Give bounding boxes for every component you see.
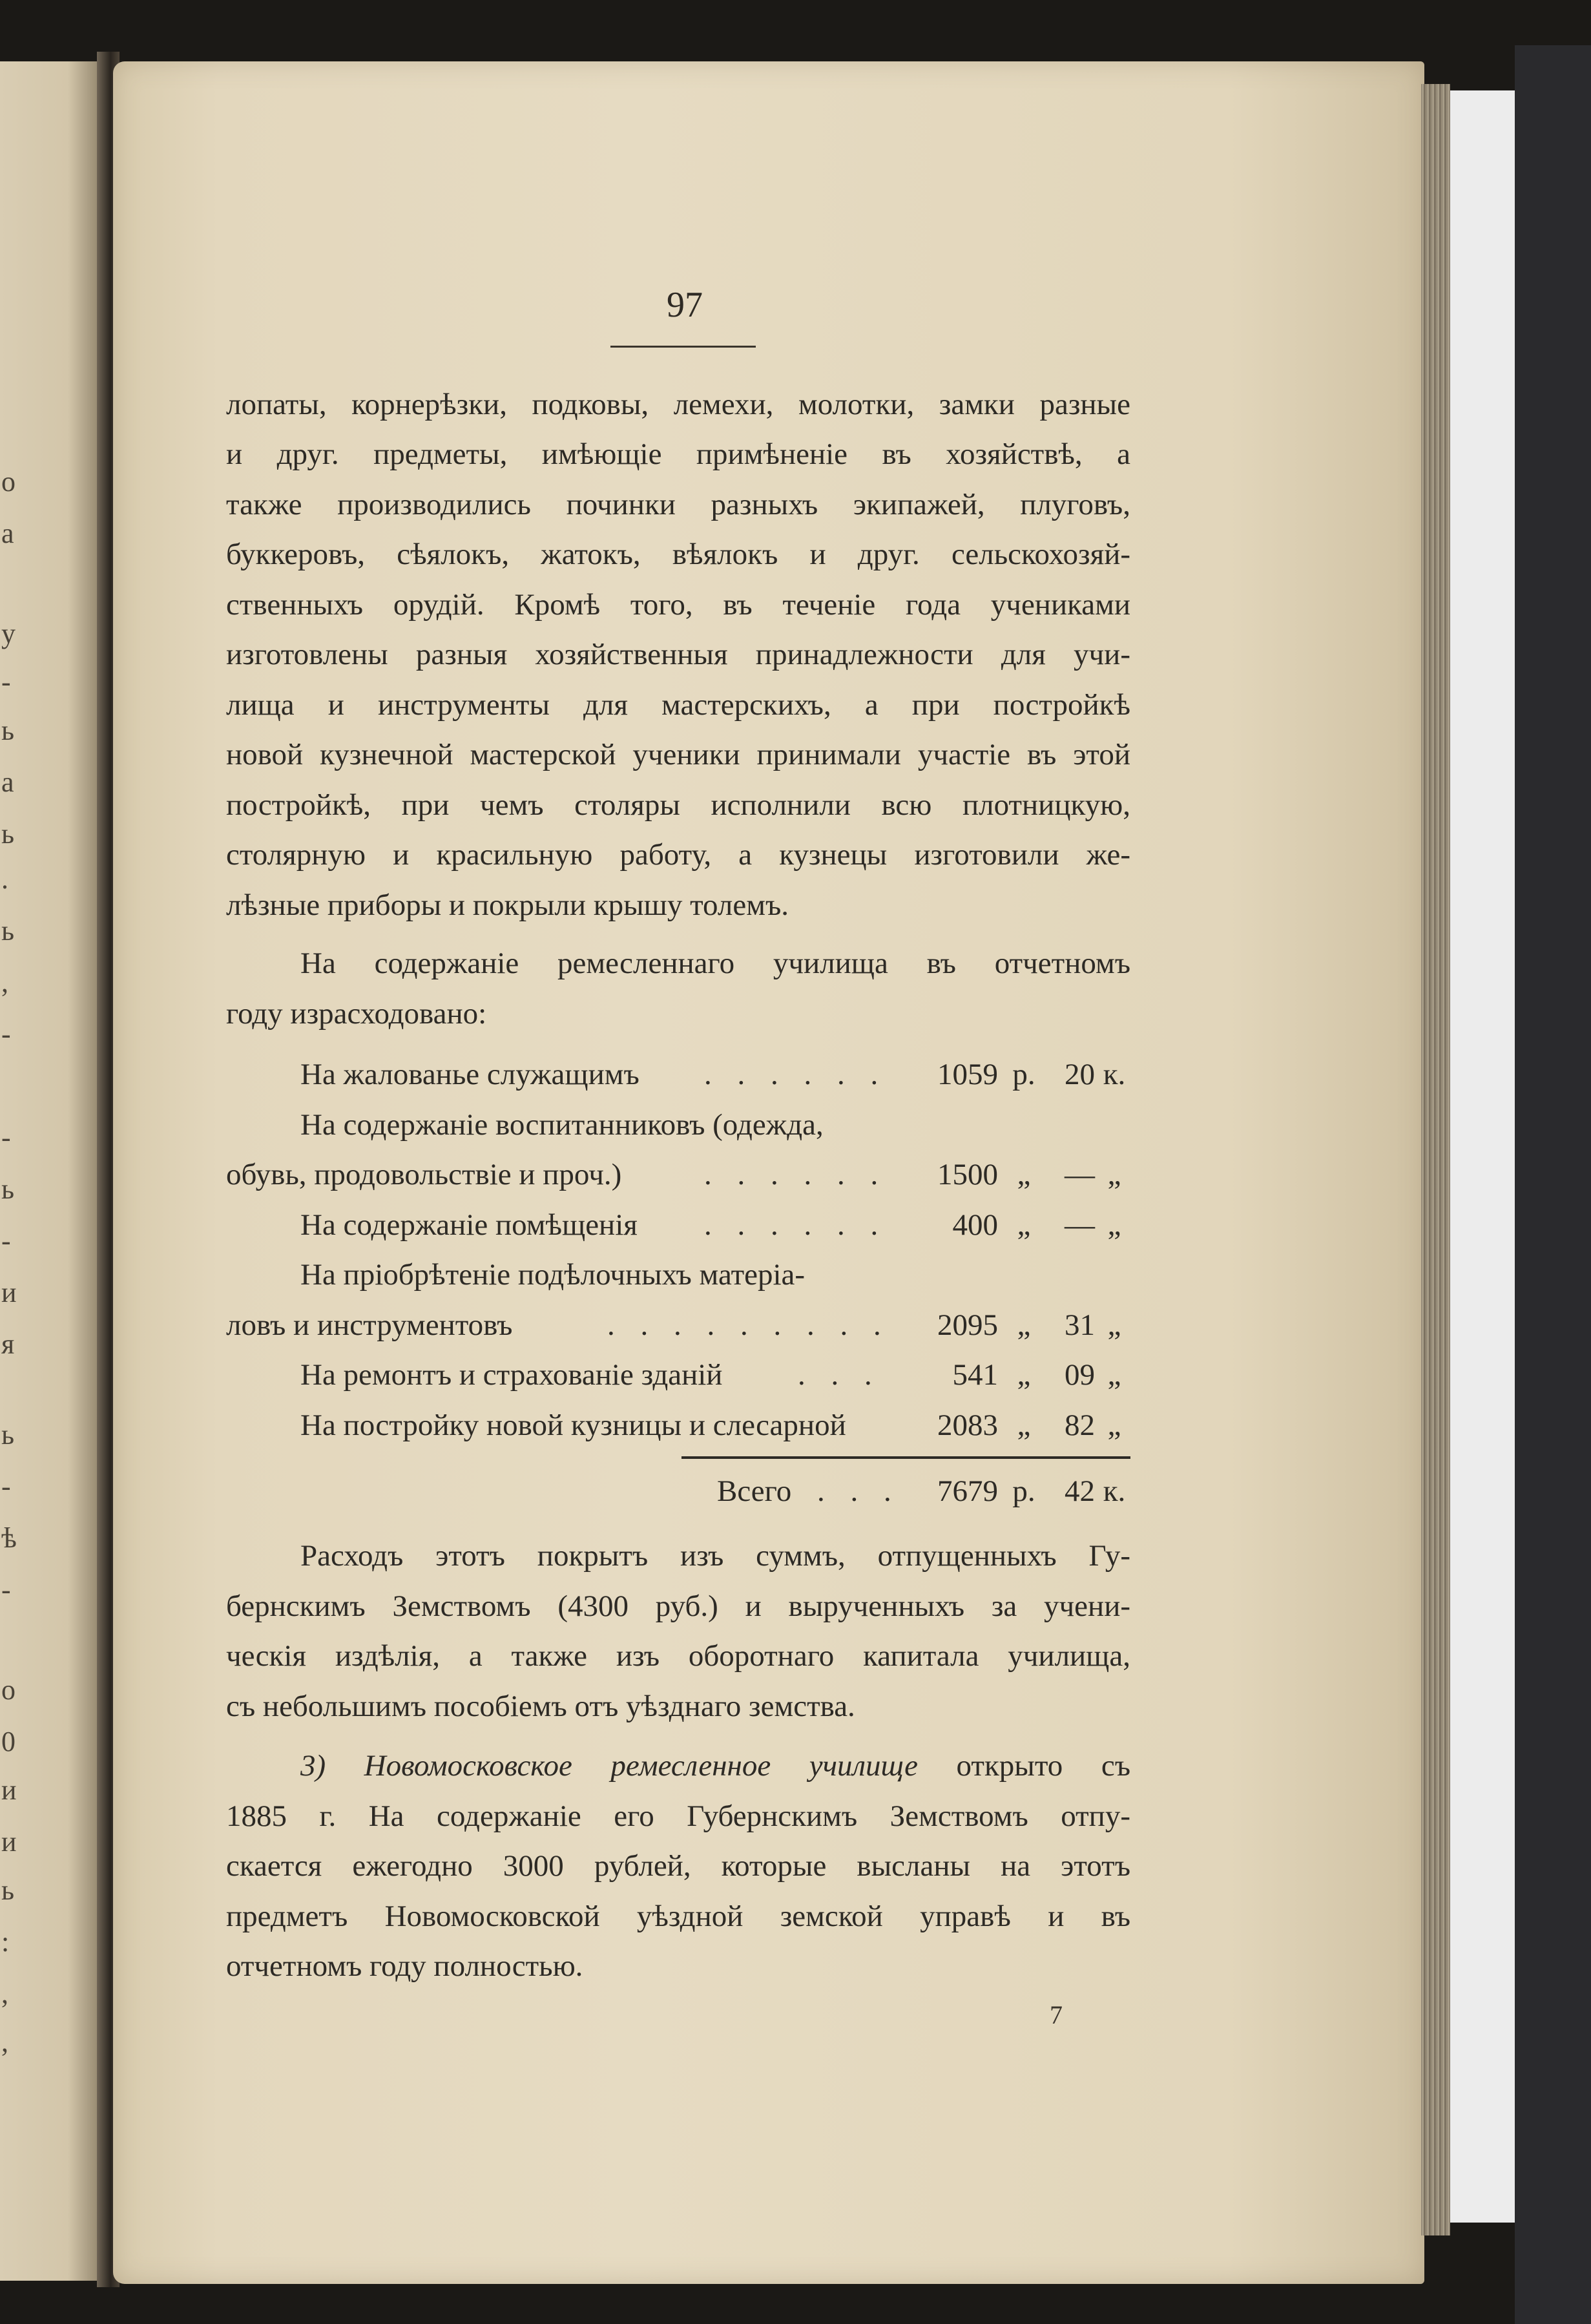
left-margin-char: я xyxy=(1,1328,15,1360)
expense-label: На содержаніе воспитанниковъ (одежда, xyxy=(300,1108,824,1142)
expense-kop: — xyxy=(1065,1208,1095,1242)
expense-unit: „ xyxy=(1017,1358,1031,1392)
left-margin-characters xyxy=(0,61,39,2281)
text-line: бернскимъ Земствомъ (4300 руб.) и вырученныхъ за учени- xyxy=(226,1589,1130,1623)
expense-dots: . . . . . . . . . xyxy=(607,1308,890,1342)
section-heading-line xyxy=(300,1751,1130,1781)
left-margin-char: , xyxy=(1,2026,8,2058)
left-margin-char: . xyxy=(1,863,8,895)
total-dots: . . . xyxy=(817,1474,900,1508)
left-margin-char: ь xyxy=(1,915,15,947)
text-line: изготовлены разныя хозяйственныя принадлежности для учи- xyxy=(226,638,1130,671)
text-line: скается ежегодно 3000 рублей, которые высланы на этотъ xyxy=(226,1849,1130,1883)
expense-unit: р. xyxy=(1012,1058,1035,1091)
left-margin-char: - xyxy=(1,1225,11,1257)
left-page-edge xyxy=(0,61,97,2281)
expense-kop: 82 xyxy=(1065,1408,1095,1442)
expense-label: На постройку новой кузницы и слесарной xyxy=(300,1408,846,1442)
signature-mark: 7 xyxy=(1050,2000,1063,2029)
expense-kop-unit: „ xyxy=(1107,1308,1121,1342)
page-stack-edges xyxy=(1421,84,1450,2235)
text-line: На содержаніе ремесленнаго училища въ отчетномъ xyxy=(300,947,1130,980)
expense-kop-unit: „ xyxy=(1107,1358,1121,1392)
left-margin-char: , xyxy=(1,1978,8,2009)
expense-amount: 1500 xyxy=(937,1158,998,1191)
expense-kop: 09 xyxy=(1065,1358,1095,1392)
text-line: ственныхъ орудій. Кромѣ того, въ теченіе года учениками xyxy=(226,588,1130,622)
expense-dots: . . . . . . xyxy=(704,1158,888,1191)
total-kop: 42 xyxy=(1065,1474,1095,1508)
left-margin-char: - xyxy=(1,1018,11,1050)
left-margin-char: , xyxy=(1,967,8,998)
text-line: отчетномъ году полностью. xyxy=(226,1949,583,1983)
left-margin-char: ь xyxy=(1,1874,15,1906)
text-line: буккеровъ, сѣялокъ, жатокъ, вѣялокъ и друг. сельскохозяй- xyxy=(226,538,1130,571)
left-margin-char: ѣ xyxy=(1,1522,17,1554)
left-margin-char: ь xyxy=(1,818,15,850)
text-line: также производились починки разныхъ экипажей, плуговъ, xyxy=(226,488,1130,521)
left-margin-char: и xyxy=(1,1826,17,1858)
expense-kop-unit: „ xyxy=(1107,1408,1121,1442)
total-unit: р. xyxy=(1012,1474,1035,1508)
expense-amount: 2083 xyxy=(937,1408,998,1442)
left-margin-char: - xyxy=(1,1122,11,1153)
left-margin-char: - xyxy=(1,1574,11,1606)
book-cover xyxy=(1515,45,1591,2324)
left-margin-char: ь xyxy=(1,715,15,746)
expense-amount: 541 xyxy=(952,1358,998,1392)
page-number-rule xyxy=(610,346,756,348)
expense-kop: 20 xyxy=(1065,1058,1095,1091)
expense-kop-unit: „ xyxy=(1107,1158,1121,1191)
text-line: лѣзные приборы и покрыли крышу толемъ. xyxy=(226,888,789,922)
expense-label: На пріобрѣтеніе подѣлочныхъ матеріа- xyxy=(300,1258,806,1292)
text-line: предметъ Новомосковской уѣздной земской управѣ и въ xyxy=(226,1900,1130,1933)
text-line: году израсходовано: xyxy=(226,997,487,1031)
expense-amount: 1059 xyxy=(937,1058,998,1091)
section-heading-rest: открыто съ xyxy=(956,1749,1130,1783)
expense-kop: — xyxy=(1065,1158,1095,1191)
text-line: и друг. предметы, имѣющіе примѣненіе въ хозяйствѣ, а xyxy=(226,437,1130,471)
expense-amount: 400 xyxy=(952,1208,998,1242)
text-line: ческія издѣлія, а также изъ оборотнаго капитала училища, xyxy=(226,1639,1130,1673)
expense-kop-unit: к. xyxy=(1103,1058,1126,1091)
cover-board xyxy=(1450,90,1515,2223)
text-line: 1885 г. На содержаніе его Губернскимъ Земствомъ отпу- xyxy=(226,1799,1130,1833)
left-margin-char: - xyxy=(1,1471,11,1502)
expense-label: обувь, продовольствіе и проч.) xyxy=(226,1158,622,1191)
left-margin-char: - xyxy=(1,666,11,698)
text-line: лопаты, корнерѣзки, подковы, лемехи, молотки, замки разные xyxy=(226,388,1130,421)
expense-unit: „ xyxy=(1017,1408,1031,1442)
text-line: лища и инструменты для мастерскихъ, а при постройкѣ xyxy=(226,688,1130,722)
left-margin-char: у xyxy=(1,618,16,649)
text-line: съ небольшимъ пособіемъ отъ уѣзднаго земства. xyxy=(226,1690,855,1723)
page-number: 97 xyxy=(667,285,703,325)
left-margin-char: и xyxy=(1,1277,17,1308)
total-rule xyxy=(681,1456,1130,1459)
expense-dots: . . . . . . xyxy=(704,1208,888,1242)
total-label: Всего xyxy=(717,1474,792,1508)
expense-kop-unit: „ xyxy=(1107,1208,1121,1242)
left-margin-char: а xyxy=(1,766,14,798)
left-margin-char: 0 xyxy=(1,1726,16,1757)
expense-label: ловъ и инструментовъ xyxy=(226,1308,513,1342)
left-margin-char: о xyxy=(1,1674,16,1706)
expense-label: На ремонтъ и страхованіе зданій xyxy=(300,1358,723,1392)
expense-amount: 2095 xyxy=(937,1308,998,1342)
text-line: новой кузнечной мастерской ученики принимали участіе въ этой xyxy=(226,738,1130,771)
expense-dots: . . . xyxy=(798,1358,881,1392)
expense-unit: „ xyxy=(1017,1208,1031,1242)
left-margin-char: о xyxy=(1,466,16,497)
expense-label: На содержаніе помѣщенія xyxy=(300,1208,638,1242)
text-line: Расходъ этотъ покрытъ изъ суммъ, отпущенныхъ Гу- xyxy=(300,1539,1130,1573)
left-margin-char: : xyxy=(1,1926,10,1958)
total-amount: 7679 xyxy=(937,1474,998,1508)
text-line: столярную и красильную работу, а кузнецы изготовили же- xyxy=(226,838,1130,872)
expense-label: На жалованье служащимъ xyxy=(300,1058,640,1091)
total-kop-unit: к. xyxy=(1103,1474,1126,1508)
expense-unit: „ xyxy=(1017,1308,1031,1342)
section-heading: 3) Новомосковское ремесленное училище xyxy=(300,1749,919,1783)
expense-dots: . . . . . . xyxy=(704,1058,888,1091)
expense-kop: 31 xyxy=(1065,1308,1095,1342)
left-margin-char: а xyxy=(1,518,14,549)
text-line: постройкѣ, при чемъ столяры исполнили всю плотницкую, xyxy=(226,788,1130,822)
left-margin-char: и xyxy=(1,1774,17,1806)
left-margin-char: ь xyxy=(1,1173,15,1205)
expense-unit: „ xyxy=(1017,1158,1031,1191)
left-margin-char: ь xyxy=(1,1419,15,1450)
